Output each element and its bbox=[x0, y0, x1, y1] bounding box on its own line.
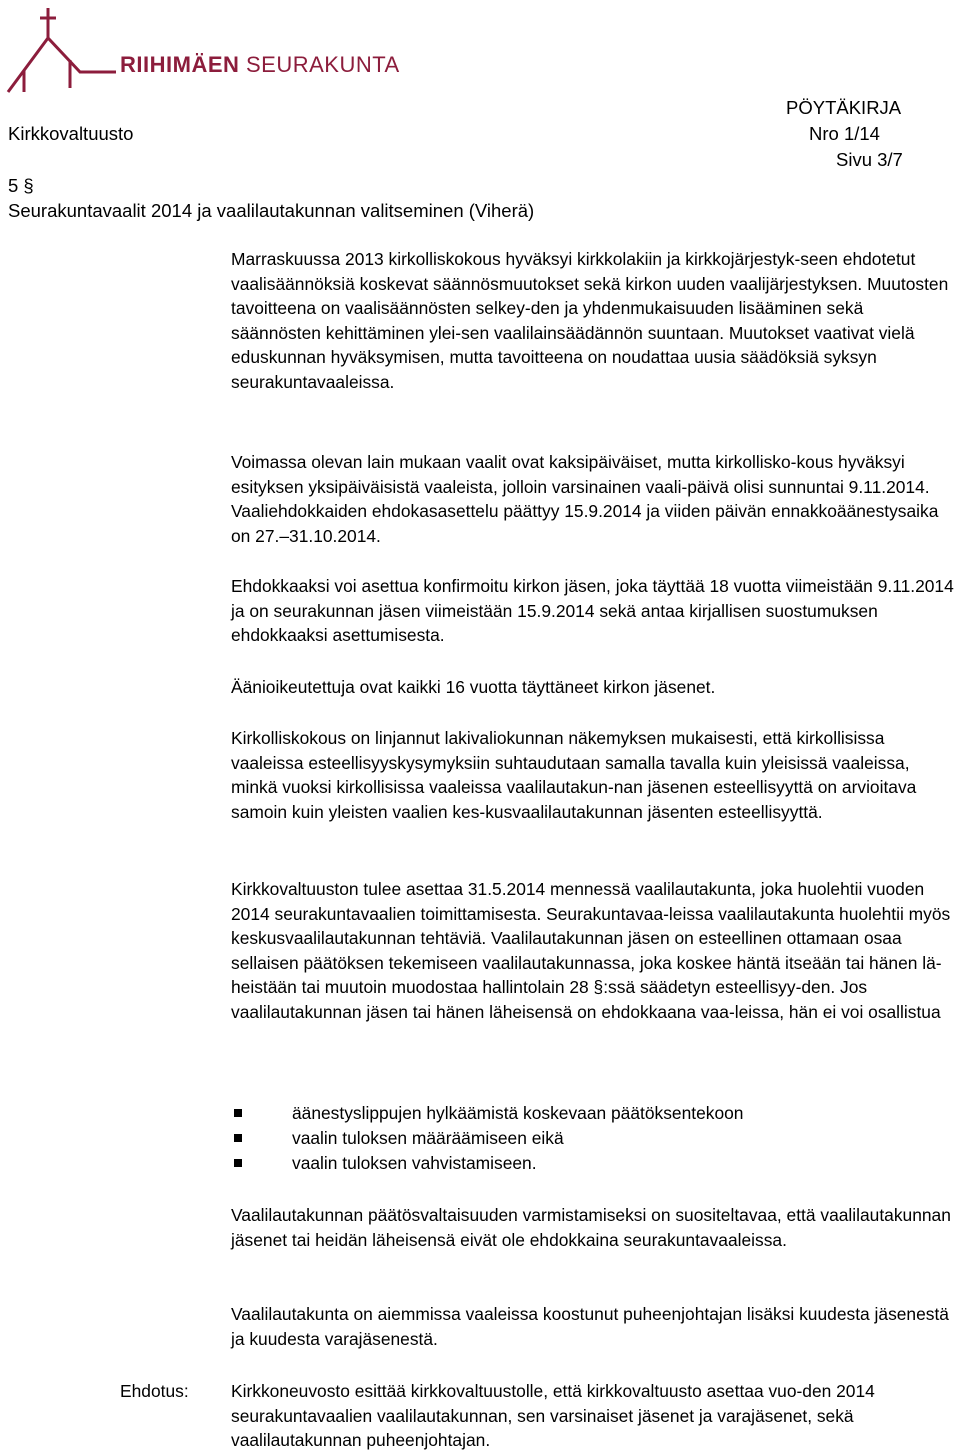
parish-name bbox=[120, 52, 400, 78]
paragraph-text: Ehdokkaaksi voi asettua konfirmoitu kirkon jäsen, joka täyttää 18 vuotta viimeistään 9.11.2014 ja on seurakunnan jäsen viimeistään 15.9.2014 sekä antaa kirjallisen suostumuksen ehdokkaaksi asettumisesta. bbox=[231, 576, 954, 646]
document-type: PÖYTÄKIRJA bbox=[786, 97, 902, 118]
paragraph-text: Vaalilautakunta on aiemmissa vaaleissa koostunut puheenjohtajan lisäksi kuudesta jäsenestä ja kuudesta varajäsenestä. bbox=[231, 1304, 949, 1349]
list-item bbox=[231, 1101, 958, 1126]
paragraph-text: Kirkkoneuvosto esittää kirkkovaltuustolle, että kirkkovaltuusto asettaa vuo-den 2014 seurakuntavaalien vaalilautakunnan, sen varsinaiset jäsenet ja varajäsenet, sekä vaalilautakunnan puheenjohtajan. bbox=[231, 1381, 875, 1451]
section-title: Seurakuntavaalit 2014 ja vaalilautakunnan valitseminen (Viherä) bbox=[8, 200, 535, 221]
paragraph-2 bbox=[231, 450, 958, 548]
paragraph-text: Äänioikeutettuja ovat kaikki 16 vuotta täyttäneet kirkon jäsenet. bbox=[231, 677, 716, 697]
list-item-text: vaalin tuloksen määräämiseen eikä bbox=[292, 1127, 564, 1148]
paragraph-3 bbox=[231, 574, 958, 648]
paragraph-4 bbox=[231, 675, 958, 700]
paragraph-text: Kirkkovaltuuston tulee asettaa 31.5.2014 mennessä vaalilautakunta, joka huolehtii vuoden 2014 seurakuntavaalien toimittamisesta. Seurakuntavaa-leissa vaalilautakunta huolehtii myös keskusvaalilautakunnan tehtäviä. Vaalilautakunnan jäsen on esteellinen ottamaan osaa sellaisen päätöksen tekemiseen vaalilautakunnassa, joka koskee häntä itseään tai hänen lä-heistään tai muutoin muodostaa hallintolain 28 §:ssä säädetyn esteellisyy-den. Jos vaalilautakunnan jäsen tai hänen läheisensä on ehdokkaana vaa-leissa, hän ei voi osallistua bbox=[231, 879, 951, 1022]
list-item-text: äänestyslippujen hylkäämistä koskevaan päätöksentekoon bbox=[292, 1103, 744, 1123]
list-item-text: vaalin tuloksen vahvistamiseen. bbox=[292, 1152, 537, 1173]
square-bullet-icon bbox=[234, 1159, 242, 1167]
paragraph-text: Vaalilautakunnan päätösvaltaisuuden varmistamiseksi on suositeltavaa, että vaalilautakunnan jäsenet tai heidän läheisensä eivät ole ehdokkaina seurakuntavaaleissa. bbox=[231, 1205, 951, 1250]
proposal-text bbox=[231, 1379, 958, 1453]
document-number: Nro 1/14 bbox=[809, 123, 880, 144]
list-item bbox=[231, 1126, 958, 1151]
parish-logo bbox=[0, 0, 400, 100]
paragraph-8 bbox=[231, 1302, 958, 1351]
paragraph-5 bbox=[231, 726, 958, 824]
parish-name-light: SEURAKUNTA bbox=[239, 52, 400, 77]
paragraph-text: Marraskuussa 2013 kirkolliskokous hyväksyi kirkkolakiin ja kirkkojärjestyk-seen ehdotetut vaalisäännöksiä koskevat säännösmuutokset sekä kirkon uuden vaalijärjestyksen. Muutosten tavoitteena on vaalisäännösten selkey-den ja yhdenmukaisuuden lisääminen sekä säännösten kehittäminen ylei-sen vaalilainsäädännön suuntaan. Muutokset vaativat vielä eduskunnan hyväksymisen, mutta tavoitteena on noudattaa uusia säädöksiä syksyn seurakuntavaaleissa. bbox=[231, 249, 949, 392]
parish-name-bold: RIIHIMÄEN bbox=[120, 52, 240, 77]
paragraph-text: Kirkolliskokous on linjannut lakivaliokunnan näkemyksen mukaisesti, että kirkollisissa vaaleissa esteellisyyskysymyksiin suhtaudutaan samalla tavalla kuin yleisissä vaaleissa, minkä vuoksi kirkollisissa vaaleissa vaalilautakun-nan jäsenen esteellisyyttä on arvioitava samoin kuin yleisten vaalien kes-kusvaalilautakunnan jäsenten esteellisyyttä. bbox=[231, 728, 917, 822]
paragraph-text: Voimassa olevan lain mukaan vaalit ovat kaksipäiväiset, mutta kirkollisko-kous hyväksyi esityksen yksipäiväisistä vaaleista, jolloin varsinainen vaali-päivä olisi sunnuntai 9.11.2014. Vaaliehdokkaiden ehdokasasettelu päättyy 15.9.2014 ja viiden päivän ennakkoäänestysaika on 27.–31.10.2014. bbox=[231, 452, 939, 546]
page-number: Sivu 3/7 bbox=[836, 149, 903, 170]
list-item bbox=[231, 1151, 958, 1176]
square-bullet-icon bbox=[234, 1134, 242, 1142]
section-number: 5 § bbox=[8, 175, 34, 196]
square-bullet-icon bbox=[234, 1109, 242, 1117]
bullet-list bbox=[231, 1101, 958, 1175]
church-logo-icon bbox=[0, 0, 130, 100]
paragraph-6 bbox=[231, 877, 958, 1025]
proposal-label: Ehdotus: bbox=[120, 1381, 189, 1401]
paragraph-1 bbox=[231, 247, 958, 395]
organ-name: Kirkkovaltuusto bbox=[8, 123, 134, 144]
paragraph-7 bbox=[231, 1203, 958, 1252]
